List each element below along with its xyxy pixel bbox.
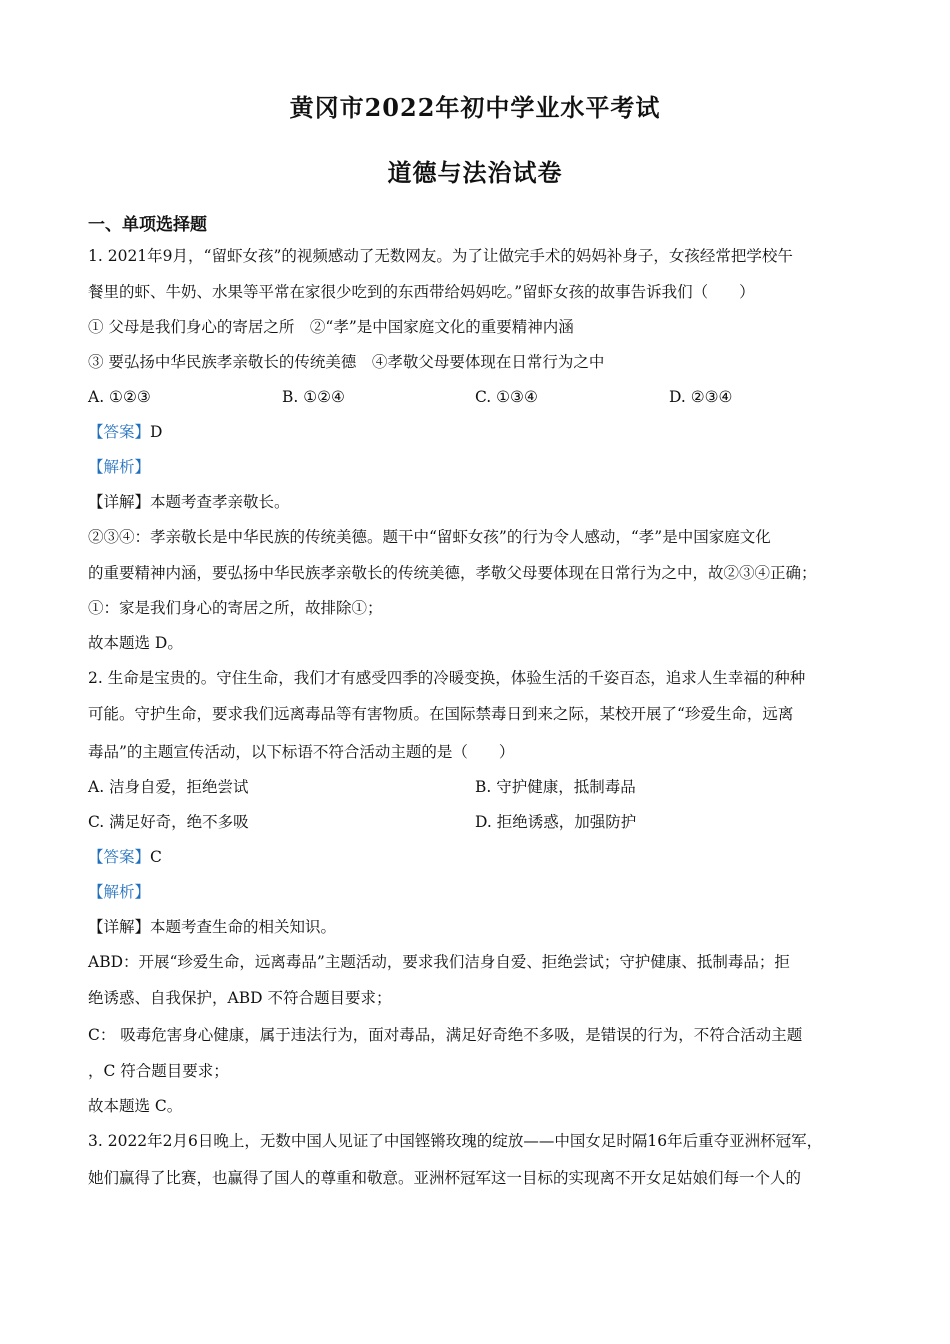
answer-tag: 【答案】 [88, 423, 151, 441]
answer-line [88, 846, 878, 868]
exam-subtitle: 道德与法治试卷 [387, 158, 563, 187]
answer-line [88, 421, 878, 443]
question-text: 1. 2021年9月，“留虾女孩”的视频感动了无数网友。为了让做完手术的妈妈补身子，女孩经常把学校午 [88, 247, 793, 265]
detail-line: C： 吸毒危害身心健康，属于违法行为，面对毒品，满足好奇绝不多吸，是错误的行为，不符合活动主题 [88, 1026, 803, 1044]
detail-line: 故本题选 C。 [88, 1097, 183, 1115]
detail-line: ②③④：孝亲敬长是中华民族的传统美德。题干中“留虾女孩”的行为令人感动，“孝”是中国家庭文化 [88, 528, 771, 546]
detail-line: 的重要精神内涵，要弘扬中华民族孝亲敬长的传统美德，孝敬父母要体现在日常行为之中，故②③④正确； [88, 564, 817, 582]
analysis-tag: 【解析】 [88, 458, 151, 476]
option-d: D. ②③④ [669, 388, 733, 406]
option-b: B. ①②④ [282, 388, 345, 406]
detail-line: 故本题选 D。 [88, 634, 183, 652]
answer-value: C [150, 848, 162, 866]
exam-title: 黄冈市2022年初中学业水平考试 [289, 93, 661, 122]
question-text: 2. 生命是宝贵的。守住生命，我们才有感受四季的冷暖变换，体验生活的千姿百态，追求人生幸福的种种 [88, 669, 806, 687]
option-d: D. 拒绝诱惑，加强防护 [475, 813, 637, 831]
statement-line: ① 父母是我们身心的寄居之所 ②“孝”是中国家庭文化的重要精神内涵 [88, 318, 574, 336]
question-text: 可能。守护生命，要求我们远离毒品等有害物质。在国际禁毒日到来之际，某校开展了“珍爱生命，远离 [88, 705, 794, 723]
statement-line: ③ 要弘扬中华民族孝亲敬长的传统美德 ④孝敬父母要体现在日常行为之中 [88, 353, 605, 371]
detail-line: ①：家是我们身心的寄居之所，故排除①； [88, 599, 383, 617]
answer-value: D [150, 423, 163, 441]
detail-line: 绝诱惑、自我保护，ABD 不符合题目要求； [88, 989, 392, 1007]
detail-line: ，C 符合题目要求； [88, 1062, 229, 1080]
option-a: A. 洁身自爱，拒绝尝试 [88, 778, 249, 796]
section-heading: 一、单项选择题 [88, 215, 207, 235]
option-b: B. 守护健康，抵制毒品 [475, 778, 636, 796]
detail-line: ABD：开展“珍爱生命，远离毒品”主题活动，要求我们洁身自爱、拒绝尝试；守护健康、抵制毒品；拒 [88, 953, 790, 971]
analysis-tag: 【解析】 [88, 883, 151, 901]
question-text: 毒品”的主题宣传活动，以下标语不符合活动主题的是（ ） [88, 743, 515, 761]
option-a: A. ①②③ [88, 388, 151, 406]
detail-line: 【详解】本题考查孝亲敬长。 [88, 493, 290, 511]
option-c: C. ①③④ [475, 388, 538, 406]
question-text: 她们赢得了比赛，也赢得了国人的尊重和敬意。亚洲杯冠军这一目标的实现离不开女足姑娘们每一个人的 [88, 1169, 802, 1187]
question-text: 3. 2022年2月6日晚上，无数中国人见证了中国铿锵玫瑰的绽放——中国女足时隔16年后重夺亚洲杯冠军， [88, 1132, 823, 1150]
option-c: C. 满足好奇，绝不多吸 [88, 813, 249, 831]
answer-tag: 【答案】 [88, 848, 151, 866]
detail-line: 【详解】本题考查生命的相关知识。 [88, 918, 337, 936]
question-text: 餐里的虾、牛奶、水果等平常在家很少吃到的东西带给妈妈吃。”留虾女孩的故事告诉我们（ ） [88, 283, 755, 301]
